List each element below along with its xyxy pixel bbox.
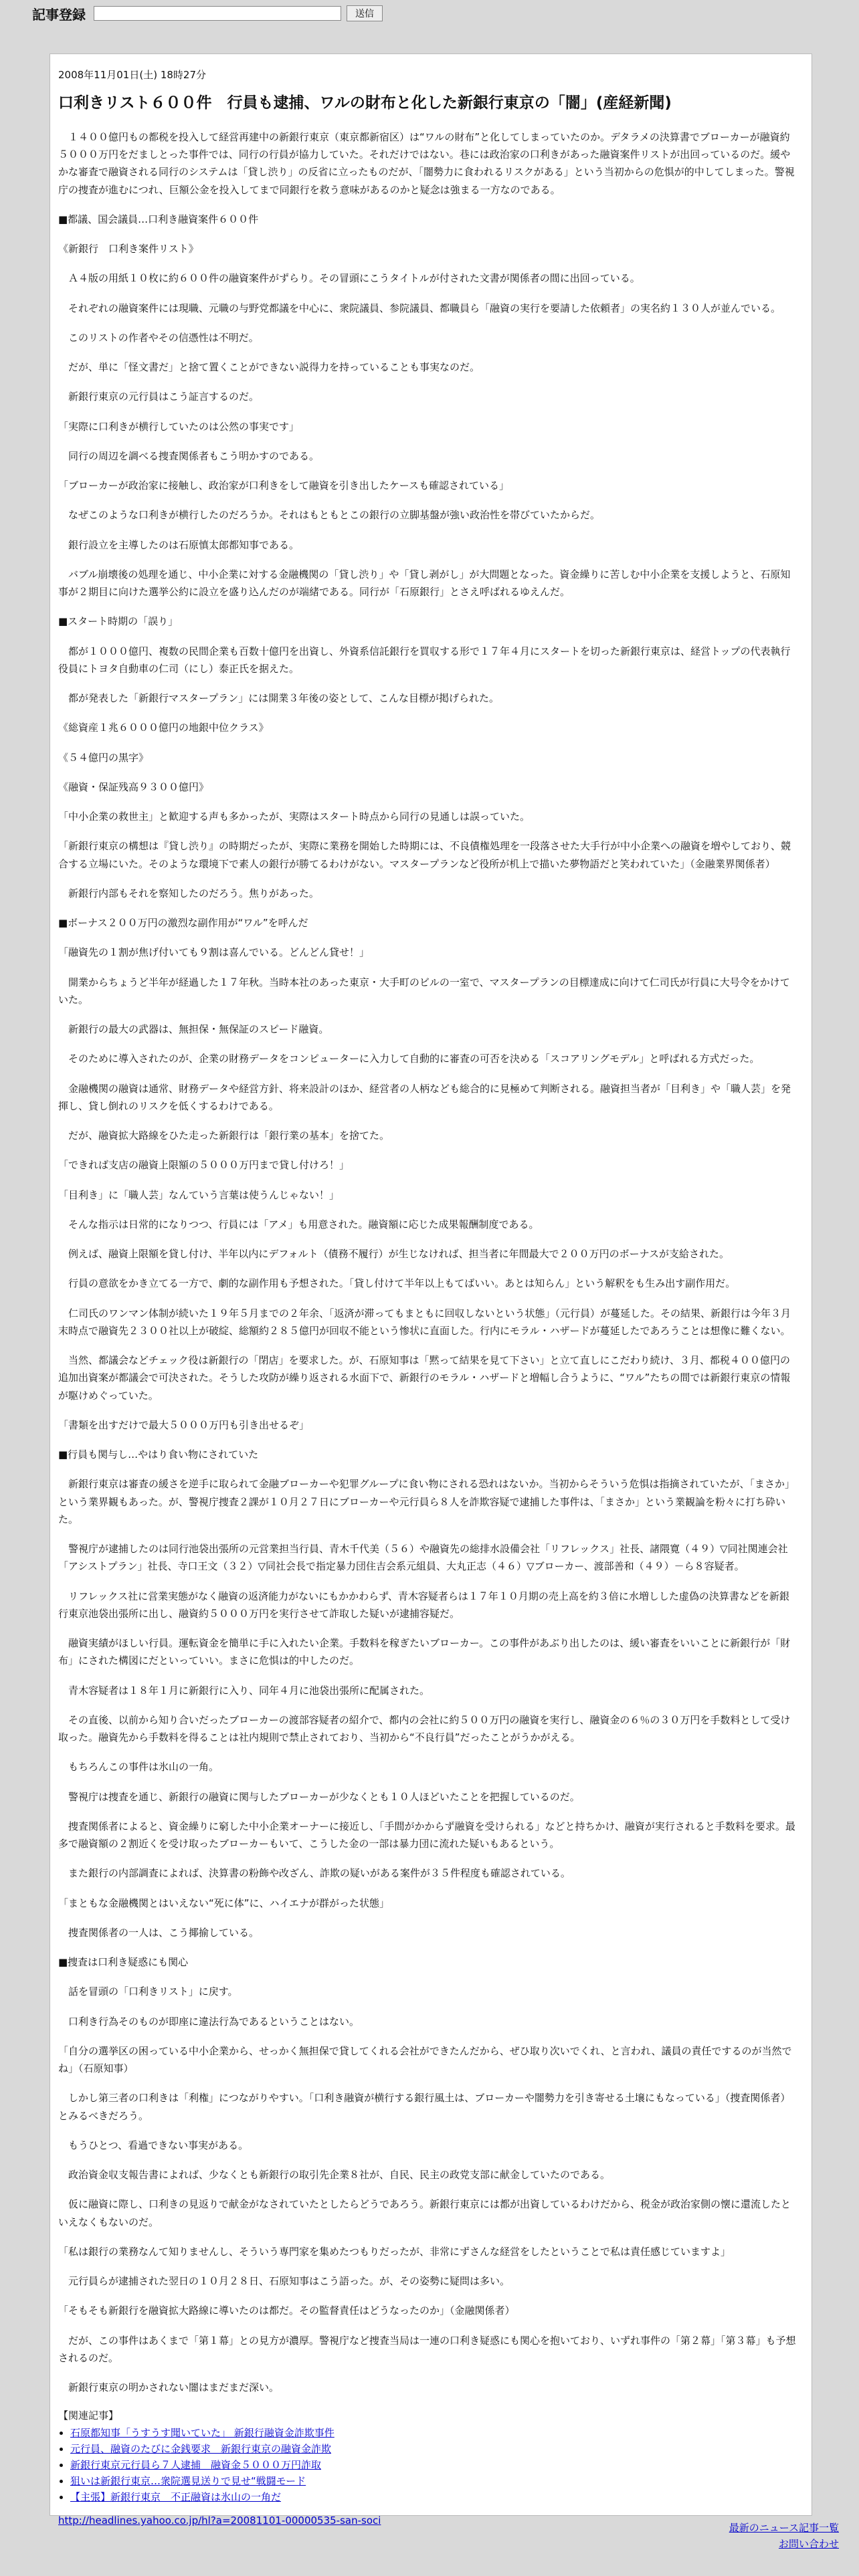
article-paragraph: 捜査関係者の一人は、こう揶揄している。	[58, 1926, 260, 1939]
article-paragraph: 「まともな金融機関とはいえない“死に体”に、ハイエナが群がった状態」	[58, 1897, 389, 1909]
related-item	[70, 2425, 798, 2441]
article-paragraph: 金融機関の融資は通常、財務データや経営方針、将来設計のほか、経営者の人柄なども総合的に見極めて判断される。融資担当者が「目利き」や「職人芸」を発揮し、貸し倒れのリスクを低くするわけである。	[58, 1082, 791, 1112]
article-paragraph: 《融資・保証残高９３００億円》	[58, 780, 209, 793]
article-paragraph: 例えば、融資上限額を貸し付け、半年以内にデフォルト（債務不履行）が生じなければ、担当者に年間最大で２００万円のボーナスが支給された。	[58, 1248, 730, 1261]
contact-link[interactable]: お問い合わせ	[778, 2538, 839, 2550]
article-title: 口利きリスト６００件 行員も逮捕、ワルの財布と化した新銀行東京の「闇」(産経新聞)	[58, 94, 672, 112]
article-paragraph: 新銀行東京の元行員はこう証言するのだ。	[58, 391, 260, 403]
register-label: 記事登録	[32, 6, 86, 23]
related-article-link[interactable]: 狙いは新銀行東京…衆院選見送りで見せ“戦闘モード	[70, 2475, 306, 2488]
article-paragraph: 「新銀行東京の構想は『貸し渋り』の時期だったが、実際に業務を開始した時期には、不良債権処理を一段落させた大手行が中小企業への融資を増やしており、競合する立場にいた。そのような環境下で素人の銀行が勝てるわけがない。マスタープランなど役所が机上で描いた夢物語だと笑われていた」（金融業界関係者）	[58, 840, 791, 870]
article-paragraph: 行員の意欲をかき立てる一方で、劇的な副作用も予想された。「貸し付けて半年以上もてばいい。あとは知らん」という解釈をも生み出す副作用だ。	[58, 1277, 736, 1290]
article-paragraph: 新銀行東京は審査の緩さを逆手に取られて金融ブローカーや犯罪グループに食い物にされる恐れはないか。当初からそういう危惧は指摘されていたが、「まさか」という業界観もあった。が、警視庁捜査２課が１０月２７日にブローカーや元行員ら８人を詐欺容疑で逮捕した事件は、「まさか」という業観論を粉々に打ち砕いた。	[58, 1478, 795, 1525]
article-paragraph: 新銀行東京の明かされない闇はまだまだ深い。	[58, 2381, 280, 2394]
section-heading: ■捜査は口利き疑惑にも関心	[58, 1956, 189, 1969]
article-paragraph: １４００億円もの都税を投入して経営再建中の新銀行東京（東京都新宿区）は“ワルの財布”と化してしまっていたのか。デタラメの決算書でブローカーが融資約５０００万円をだましとった事件では、同行の行員が協力していた。それだけではない。巷には政治家の口利きがあった融資案件リストが出回っているのだ。緩やかな審査で融資される同行のシステムは「貸し渋り」の反省に立ったものだが、「闇勢力に食われるリスクがある」という当初からの危惧が的中してしまった。警視庁の捜査が進むにつれ、巨額公金を投入してまで同銀行を救う意味があるのかと疑念は強まる一方なのである。	[58, 130, 795, 196]
article-paragraph: 仮に融資に際し、口利きの見返りで献金がなされていたとしたらどうであろう。新銀行東京には都が出資しているわけだから、税金が政治家側の懐に還流したといえなくもないのだ。	[58, 2198, 791, 2228]
article-paragraph: Ａ４版の用紙１０枚に約６００件の融資案件がずらり。その冒頭にこうタイトルが付された文書が関係者の間に出回っている。	[58, 272, 640, 285]
related-article-link[interactable]: 新銀行東京元行員ら７人逮捕 融資金５０００万円詐取	[70, 2459, 322, 2472]
article-paragraph: 「中小企業の救世主」と歓迎する声も多かったが、実際はスタート時点から同行の見通しは誤っていた。	[58, 811, 531, 823]
article-url-input[interactable]	[94, 6, 341, 21]
article-paragraph: 当然、都議会などチェック役は新銀行の「閉店」を要求した。が、石原知事は「黙って結果を見て下さい」と立て直しにこだわり続け、３月、都税４００億円の追加出資案が都議会で可決された。そうした攻防が繰り返される水面下で、新銀行のモラル・ハザードと増幅し合うように、“ワル”たちの間では新銀行東京の情報が駆けめぐっていた。	[58, 1354, 791, 1402]
article-paragraph: 開業からちょうど半年が経過した１７年秋。当時本社のあった東京・大手町のビルの一室で、マスタープランの目標達成に向けて仁司氏が行員に大号令をかけていた。	[58, 976, 790, 1006]
related-article-link[interactable]: 【主張】新銀行東京 不正融資は氷山の一角だ	[70, 2491, 282, 2504]
article-body	[58, 128, 798, 2397]
article-paragraph: 「目利き」に「職人芸」なんていう言葉は使うんじゃない！」	[58, 1188, 340, 1201]
article-paragraph: 新銀行の最大の武器は、無担保・無保証のスピード融資。	[58, 1023, 329, 1036]
related-item	[70, 2441, 798, 2457]
article-paragraph: このリストの作者やその信憑性は不明だ。	[58, 331, 259, 344]
article-paragraph: そのために導入されたのが、企業の財務データをコンピューターに入力して自動的に審査の可否を決める「スコアリングモデル」と呼ばれる方式だった。	[58, 1053, 760, 1065]
section-heading: ■都議、国会議員…口利き融資案件６００件	[58, 213, 259, 225]
article-paragraph: 「実際に口利きが横行していたのは公然の事実です」	[58, 420, 300, 433]
article-paragraph: また銀行の内部調査によれば、決算書の粉飾や改ざん、詐欺の疑いがある案件が３５件程度も確認されている。	[58, 1867, 571, 1880]
article-paragraph: だが、単に「怪文書だ」と捨て置くことができない説得力を持っていることも事実なのだ。	[58, 361, 480, 374]
article-date: 2008年11月01日(土) 18時27分	[58, 69, 206, 81]
article-paragraph: 話を冒頭の「口利きリスト」に戻す。	[58, 1985, 238, 1998]
article-paragraph: 「私は銀行の業務なんて知りませんし、そういう専門家を集めたつもりだったが、非常にずさんな経営をしたということで私は責任感じていますよ」	[58, 2245, 731, 2258]
article-paragraph: 《新銀行 口利き案件リスト》	[58, 243, 199, 255]
article-paragraph: 元行員らが逮捕された翌日の１０月２８日、石原知事はこう語った。が、その姿勢に疑問は多い。	[58, 2275, 510, 2288]
article-paragraph: リフレックス社に営業実態がなく融資の返済能力がないにもかかわらず、青木容疑者らは１７年１０月期の売上高を約３倍に水増しした虚偽の決算書などを新銀行東京池袋出張所に出し、融資約５０００万円を実行させて詐取した疑いが逮捕容疑だ。	[58, 1590, 789, 1620]
article-paragraph: 「書類を出すだけで最大５０００万円も引き出せるぞ」	[58, 1418, 310, 1431]
article-paragraph: それぞれの融資案件には現職、元職の与野党都議を中心に、衆院議員、参院議員、都職員ら「融資の実行を要請した依頼者」の実名約１３０人が並んでいる。	[58, 302, 781, 314]
article-paragraph: だが、融資拡大路線をひた走った新銀行は「銀行業の基本」を捨てた。	[58, 1130, 390, 1142]
submit-button[interactable]: 送信	[347, 5, 383, 21]
article-paragraph: 捜査関係者によると、資金繰りに窮した中小企業オーナーに接近し、「手間がかからず融資を受けられる」などと持ちかけ、融資が実行されると手数料を要求。最多で融資額の２割近くを受け取ったブローカーもいて、こうした金の一部は暴力団に流れた疑いもあるという。	[58, 1820, 795, 1850]
article-paragraph: 都が発表した「新銀行マスタープラン」には開業３年後の姿として、こんな目標が掲げられた。	[58, 692, 499, 705]
article-paragraph: 「融資先の１割が焦げ付いても９割は喜んでいる。どんどん貸せ！」	[58, 946, 370, 959]
article-paragraph: 銀行設立を主導したのは石原慎太郎都知事である。	[58, 538, 300, 551]
article-paragraph: もちろんこの事件は氷山の一角。	[58, 1761, 219, 1774]
article-paragraph: だが、この事件はあくまで「第１幕」との見方が濃厚。警視庁など捜査当局は一連の口利き疑惑にも関心を抱いており、いずれ事件の「第２幕」「第３幕」も予想されるのだ。	[58, 2334, 796, 2364]
article-paragraph: 青木容疑者は１８年１月に新銀行に入り、同年４月に池袋出張所に配属された。	[58, 1684, 430, 1697]
section-heading: ■ボーナス２００万円の激烈な副作用が“ワル”を呼んだ	[58, 917, 308, 930]
related-heading: 【関連記事】	[58, 2409, 119, 2422]
section-heading: ■スタート時期の「誤り」	[58, 615, 179, 628]
article-paragraph: 融資実績がほしい行員。運転資金を簡単に手に入れたい企業。手数料を稼ぎたいブローカー。この事件があぶり出したのは、緩い審査をいいことに新銀行が「財布」にされた構図にだといっていい。まさに危惧は的中したのだ。	[58, 1637, 791, 1667]
related-article-link[interactable]: 元行員、融資のたびに金銭要求 新銀行東京の融資金詐欺	[70, 2443, 332, 2456]
article-paragraph: 警視庁は捜査を通じ、新銀行の融資に関与したブローカーが少なくとも１０人ほどいたことを把握しているのだ。	[58, 1790, 580, 1803]
related-item	[70, 2473, 798, 2489]
article-paragraph: 都が１０００億円、複数の民間企業も百数十億円を出資し、外資系信託銀行を買収する形で１７年４月にスタートを切った新銀行東京は、経営トップの代表執行役員にトヨタ自動車の仁司（にし）泰正氏を据えた。	[58, 645, 791, 675]
article-paragraph: バブル崩壊後の処理を通じ、中小企業に対する金融機関の「貸し渋り」や「貸し剥がし」が大問題となった。資金繰りに苦しむ中小企業を支援しようと、石原知事が２期目に向けた選挙公約に設立を盛り込んだのが端緒である。同行が「石原銀行」とさえ呼ばれるゆえんだ。	[58, 568, 791, 599]
article-paragraph: 新銀行内部もそれを察知したのだろう。焦りがあった。	[58, 887, 319, 899]
article-paragraph: もうひとつ、看過できない事実がある。	[58, 2139, 249, 2151]
article-paragraph: 《総資産１兆６０００億円の地銀中位クラス》	[58, 722, 269, 734]
article-panel	[50, 53, 812, 2527]
related-list	[58, 2425, 798, 2505]
related-article-link[interactable]: 石原都知事「うすうす聞いていた」 新銀行融資金詐欺事件	[70, 2427, 335, 2440]
article-paragraph: 「ブローカーが政治家に接触し、政治家が口利きをして融資を引き出したケースも確認されている」	[58, 479, 509, 492]
article-paragraph: 同行の周辺を調べる捜査関係者もこう明かすのである。	[58, 449, 320, 462]
related-item	[70, 2457, 798, 2473]
article-paragraph: しかし第三者の口利きは「利権」につながりやすい。「口利き融資が横行する銀行風土は、ブローカーや闇勢力を引き寄せる土壌にもなっている」（捜査関係者）とみるべきだろう。	[58, 2092, 791, 2122]
section-heading: ■行員も関与し…やはり食い物にされていた	[58, 1448, 259, 1461]
article-paragraph: その直後、以前から知り合いだったブローカーの渡部容疑者の紹介で、都内の会社に約５００万円の融資を実行し、融資金の６％の３０万円を手数料として受け取った。融資先から手数料を得ることは社内規則で禁止されており、当初から“不良行員”だったことがうかがえる。	[58, 1713, 791, 1744]
article-paragraph: 「できれば支店の融資上限額の５０００万円まで貸し付けろ！」	[58, 1159, 350, 1172]
article-paragraph: 《５４億円の黒字》	[58, 751, 149, 764]
article-paragraph: 「そもそも新銀行を融資拡大路線に導いたのは都だ。その監督責任はどうなったのか」（金融関係者）	[58, 2304, 515, 2317]
article-paragraph: 口利き行為そのものが即座に違法行為であるということはない。	[58, 2015, 360, 2028]
source-link[interactable]: http://headlines.yahoo.co.jp/hl?a=20081101-00000535-san-soci	[58, 2514, 381, 2527]
article-paragraph: 仁司氏のワンマン体制が続いた１９年５月までの２年余、「返済が滞ってもまともに回収しないという状態」（元行員）が蔓延した。その結果、新銀行は今年３月末時点で融資先２３００社以上が破綻、総額約２８５億円が回収不能という惨状に直面した。行内にモラル・ハザードが蔓延したであろうことは想像に難くない。	[58, 1307, 791, 1337]
article-paragraph: 「自分の選挙区の困っている中小企業から、せっかく無担保で貸してくれる会社ができたんだから、ぜひ取り次いでくれ、と言われ、議員の責任でするのが当然でね」（石原知事）	[58, 2044, 792, 2075]
related-item	[70, 2489, 798, 2505]
article-paragraph: そんな指示は日常的になりつつ、行員には「アメ」も用意された。融資額に応じた成果報酬制度である。	[58, 1218, 539, 1230]
footer	[729, 2520, 839, 2552]
article-paragraph: なぜこのような口利きが横行したのだろうか。それはもともとこの銀行の立脚基盤が強い政治性を帯びていたからだ。	[58, 509, 601, 522]
article-paragraph: 警視庁が逮捕したのは同行池袋出張所の元営業担当行員、青木千代美（５６）や融資先の総排水設備会社「リフレックス」社長、諸隈寛（４９）▽同社関連会社「アシストプラン」社長、寺口王文（３２）▽同社会長で指定暴力団住吉会系元組員、大丸正志（４６）▽ブローカー、渡部善和（４９）－ら８容疑者。	[58, 1543, 788, 1573]
top-bar	[0, 0, 859, 27]
latest-news-link[interactable]: 最新のニュース記事一覧	[729, 2522, 839, 2534]
article-paragraph: 政治資金収支報告書によれば、少なくとも新銀行の取引先企業８社が、自民、民主の政党支部に献金していたのである。	[58, 2169, 611, 2181]
